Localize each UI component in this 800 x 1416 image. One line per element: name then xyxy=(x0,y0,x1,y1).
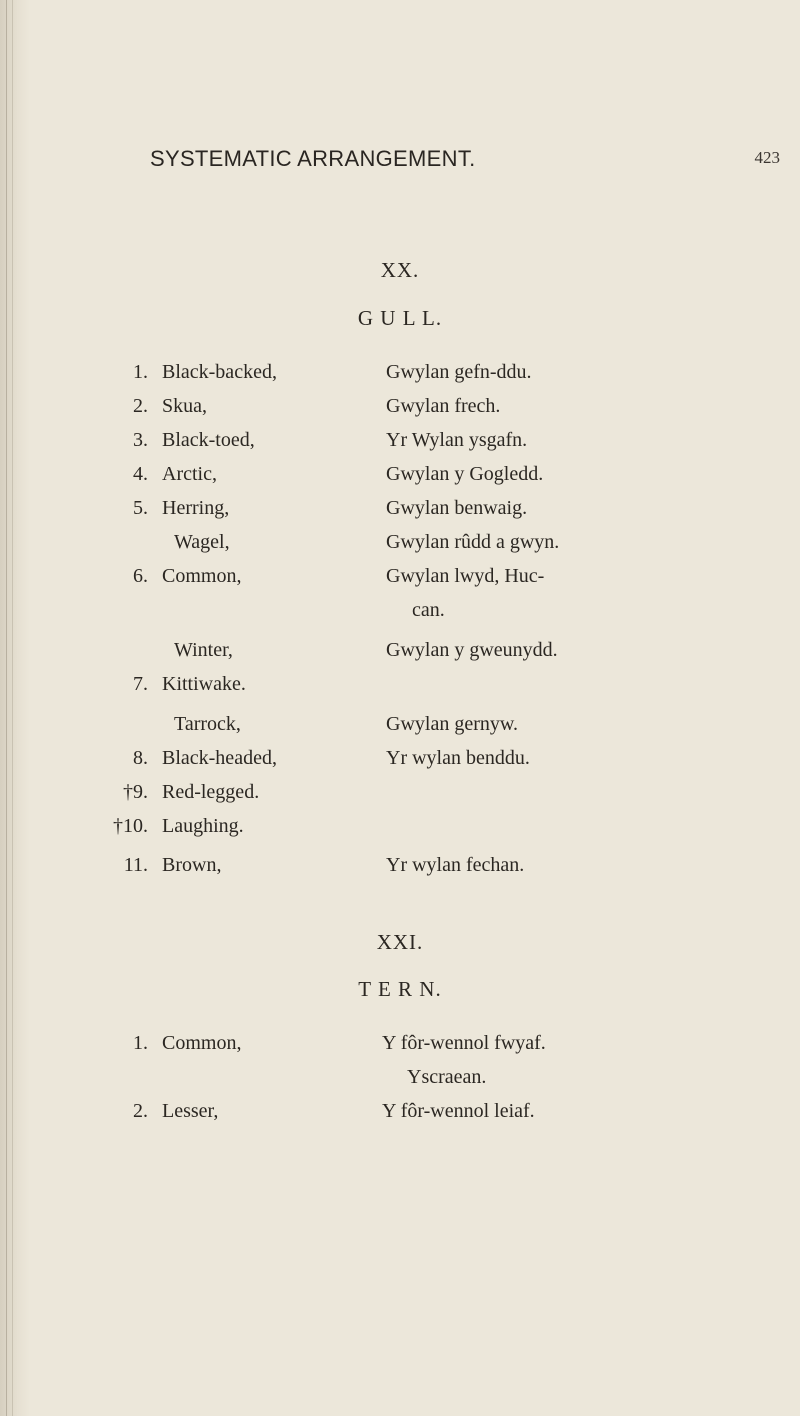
welsh-name: Gwylan gernyw. xyxy=(386,713,519,735)
welsh-name: Gwylan gefn-ddu. xyxy=(386,361,532,383)
welsh-name: Gwylan lwyd, Huc- xyxy=(386,565,545,587)
page-binding-edge xyxy=(0,0,30,1416)
english-name: Tarrock, xyxy=(174,713,241,735)
page-header xyxy=(150,146,780,186)
english-name: Winter, xyxy=(174,639,233,661)
welsh-name: can. xyxy=(412,599,445,621)
welsh-name: Gwylan frech. xyxy=(386,395,501,417)
list-item xyxy=(0,527,800,557)
english-name: Black-backed, xyxy=(162,361,277,383)
section-title: G U L L. xyxy=(357,306,443,330)
entry-number: 1. xyxy=(133,1032,148,1054)
welsh-name: Y fôr-wennol leiaf. xyxy=(382,1100,535,1122)
entry-number: 8. xyxy=(133,747,148,769)
welsh-name: Yr Wylan ysgafn. xyxy=(386,429,528,451)
english-name: Laughing. xyxy=(162,815,244,837)
english-name: Black-toed, xyxy=(162,429,255,451)
english-name: Common, xyxy=(162,1032,242,1054)
welsh-name: Yscraean. xyxy=(407,1066,487,1088)
english-name: Black-headed, xyxy=(162,747,277,769)
list-item xyxy=(0,459,800,489)
english-name: Wagel, xyxy=(174,531,230,553)
english-name: Herring, xyxy=(162,497,230,519)
entry-number: 6. xyxy=(133,565,148,587)
entry-number: 11. xyxy=(123,854,148,876)
entry-number: 3. xyxy=(133,429,148,451)
list-item xyxy=(0,635,800,665)
welsh-name: Yr wylan benddu. xyxy=(386,747,530,769)
welsh-name: Gwylan y gweunydd. xyxy=(386,639,558,661)
entry-number: †9. xyxy=(123,781,148,803)
entry-number: 2. xyxy=(133,1100,148,1122)
english-name: Brown, xyxy=(162,854,222,876)
welsh-name: Gwylan rûdd a gwyn. xyxy=(386,531,560,553)
english-name: Arctic, xyxy=(162,463,217,485)
welsh-name: Y fôr-wennol fwyaf. xyxy=(382,1032,546,1054)
list-item xyxy=(0,425,800,455)
welsh-name: Gwylan benwaig. xyxy=(386,497,528,519)
list-item xyxy=(0,1062,800,1092)
list-item xyxy=(0,777,800,807)
english-name: Kittiwake. xyxy=(162,673,246,695)
english-name: Lesser, xyxy=(162,1100,219,1122)
list-item xyxy=(0,357,800,387)
list-item xyxy=(0,561,800,591)
english-name: Red-legged. xyxy=(162,781,260,803)
section-numeral: XX. xyxy=(380,258,420,282)
entry-number: †10. xyxy=(113,815,148,837)
list-item xyxy=(0,709,800,739)
section-numeral: XXI. xyxy=(376,930,424,954)
english-name: Skua, xyxy=(162,395,207,417)
list-item xyxy=(0,669,800,699)
entry-number: 1. xyxy=(133,361,148,383)
list-item xyxy=(0,743,800,773)
list-item xyxy=(0,1028,800,1058)
list-item xyxy=(0,811,800,841)
english-name: Common, xyxy=(162,565,242,587)
welsh-name: Gwylan y Gogledd. xyxy=(386,463,544,485)
entry-number: 2. xyxy=(133,395,148,417)
entry-number: 4. xyxy=(133,463,148,485)
list-item xyxy=(0,493,800,523)
running-head: SYSTEMATIC ARRANGEMENT. xyxy=(150,146,476,171)
welsh-name: Yr wylan fechan. xyxy=(386,854,525,876)
list-item xyxy=(0,391,800,421)
entry-number: 5. xyxy=(133,497,148,519)
page-number: 423 xyxy=(754,148,780,167)
list-item xyxy=(0,850,800,880)
list-item xyxy=(0,595,800,625)
list-item xyxy=(0,1096,800,1126)
section-title: T E R N. xyxy=(358,977,442,1001)
entry-number: 7. xyxy=(133,673,148,695)
